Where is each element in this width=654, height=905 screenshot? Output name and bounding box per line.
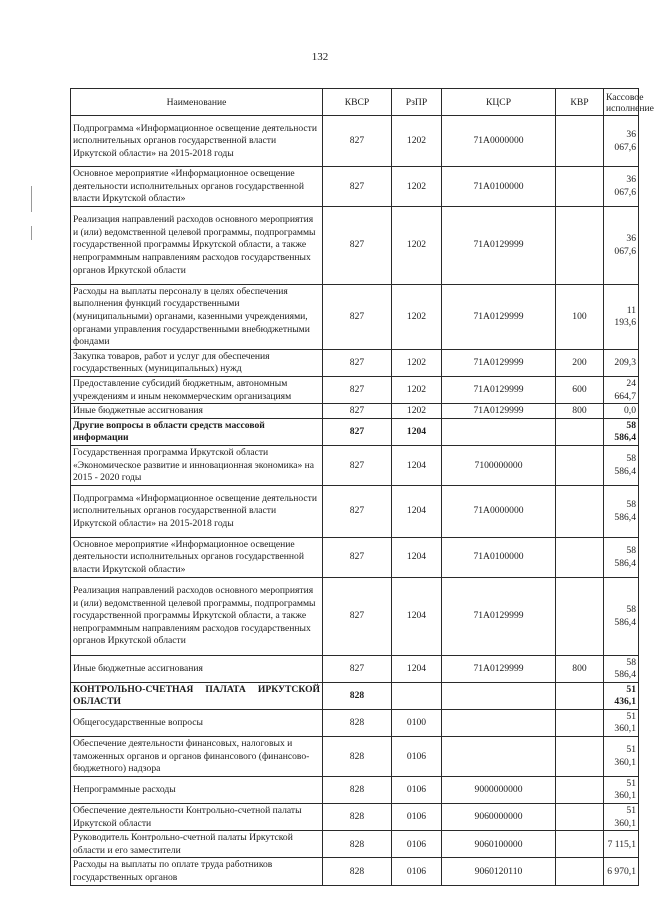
row-kvr: 800 bbox=[556, 655, 604, 682]
table-row bbox=[71, 349, 639, 376]
row-name: Иные бюджетные ассигнования bbox=[71, 404, 323, 419]
row-name: Основное мероприятие «Информационное освещение деятельности исполнительных органов государственной власти Иркутской области» bbox=[71, 167, 323, 207]
row-kvr bbox=[556, 709, 604, 736]
row-kvsr: 828 bbox=[323, 709, 392, 736]
row-amount: 58 586,4 bbox=[604, 537, 639, 577]
row-name: Общегосударственные вопросы bbox=[71, 709, 323, 736]
row-name: Обеспечение деятельности финансовых, налоговых и таможенных органов и органов финансового (финансово-бюджетного) надзора bbox=[71, 737, 323, 777]
table-row bbox=[71, 485, 639, 537]
table-row bbox=[71, 858, 639, 885]
table-row bbox=[71, 804, 639, 831]
row-rzpr: 1204 bbox=[392, 445, 442, 485]
row-kcsr: 9060000000 bbox=[442, 804, 556, 831]
budget-execution-table bbox=[70, 88, 654, 886]
row-kcsr: 71А0129999 bbox=[442, 349, 556, 376]
row-kcsr: 71А0000000 bbox=[442, 485, 556, 537]
row-kvsr: 827 bbox=[323, 349, 392, 376]
table-row bbox=[71, 404, 639, 419]
row-kvr bbox=[556, 485, 604, 537]
row-name: Расходы на выплаты по оплате труда работников государственных органов bbox=[71, 858, 323, 885]
row-kvr: 200 bbox=[556, 349, 604, 376]
row-kvr bbox=[556, 167, 604, 207]
row-amount: 209,3 bbox=[604, 349, 639, 376]
row-name: Иные бюджетные ассигнования bbox=[71, 655, 323, 682]
row-kcsr: 71А0100000 bbox=[442, 167, 556, 207]
row-rzpr: 1204 bbox=[392, 577, 442, 655]
row-kvsr: 828 bbox=[323, 682, 392, 709]
row-kvsr: 828 bbox=[323, 776, 392, 803]
row-kcsr: 9060100000 bbox=[442, 831, 556, 858]
scan-edge-mark bbox=[31, 226, 32, 240]
row-kcsr bbox=[442, 737, 556, 777]
row-kvsr: 827 bbox=[323, 418, 392, 445]
header-name: Наименование bbox=[71, 89, 323, 116]
header-kvr: КВР bbox=[556, 89, 604, 116]
row-amount: 0,0 bbox=[604, 404, 639, 419]
row-kvsr: 827 bbox=[323, 404, 392, 419]
row-rzpr: 1202 bbox=[392, 404, 442, 419]
row-name: Реализация направлений расходов основного мероприятия и (или) ведомственной целевой программы, подпрограммы государственной программы Иркутской области, а также непрограммным направлениям расходов государственных органов Иркутской области bbox=[71, 206, 323, 284]
row-amount: 36 067,6 bbox=[604, 206, 639, 284]
row-kvsr: 827 bbox=[323, 655, 392, 682]
row-name: Непрограммные расходы bbox=[71, 776, 323, 803]
row-kvsr: 828 bbox=[323, 831, 392, 858]
row-kcsr: 71А0129999 bbox=[442, 577, 556, 655]
row-name: Закупка товаров, работ и услуг для обеспечения государственных (муниципальных) нужд bbox=[71, 349, 323, 376]
row-name: Подпрограмма «Информационное освещение деятельности исполнительных органов государственной власти Иркутской области» на 2015-2018 годы bbox=[71, 116, 323, 167]
row-name: Обеспечение деятельности Контрольно-счетной палаты Иркутской области bbox=[71, 804, 323, 831]
row-amount: 58 586,4 bbox=[604, 655, 639, 682]
row-kvr: 600 bbox=[556, 376, 604, 403]
header-amount: Кассовое исполнение bbox=[604, 89, 639, 116]
row-kvr bbox=[556, 206, 604, 284]
row-kvr bbox=[556, 537, 604, 577]
row-rzpr: 0106 bbox=[392, 858, 442, 885]
table-row bbox=[71, 167, 639, 207]
row-kvsr: 828 bbox=[323, 804, 392, 831]
row-name: Реализация направлений расходов основного мероприятия и (или) ведомственной целевой программы, подпрограммы государственной программы Иркутской области, а также непрограммным направлениям расходов государственных органов Иркутской области bbox=[71, 577, 323, 655]
row-rzpr: 0106 bbox=[392, 776, 442, 803]
row-kcsr: 71А0129999 bbox=[442, 404, 556, 419]
page-number: 132 bbox=[311, 51, 329, 63]
row-name: Другие вопросы в области средств массовой информации bbox=[71, 418, 323, 445]
row-rzpr: 1202 bbox=[392, 167, 442, 207]
row-amount: 58 586,4 bbox=[604, 418, 639, 445]
row-kvsr: 828 bbox=[323, 858, 392, 885]
row-rzpr: 1202 bbox=[392, 284, 442, 349]
row-amount: 58 586,4 bbox=[604, 485, 639, 537]
row-name: Подпрограмма «Информационное освещение деятельности исполнительных органов государственной власти Иркутской области» на 2015-2018 годы bbox=[71, 485, 323, 537]
header-kcsr: КЦСР bbox=[442, 89, 556, 116]
row-kvr bbox=[556, 577, 604, 655]
row-kvsr: 827 bbox=[323, 485, 392, 537]
row-kvsr: 827 bbox=[323, 445, 392, 485]
row-kcsr: 71А0129999 bbox=[442, 206, 556, 284]
row-kvr bbox=[556, 682, 604, 709]
row-kcsr: 71А0129999 bbox=[442, 655, 556, 682]
row-amount: 51 360,1 bbox=[604, 737, 639, 777]
table-row bbox=[71, 577, 639, 655]
table-row bbox=[71, 376, 639, 403]
table-row bbox=[71, 284, 639, 349]
row-kvsr: 827 bbox=[323, 537, 392, 577]
row-name: КОНТРОЛЬНО-СЧЕТНАЯ ПАЛАТА ИРКУТСКОЙ ОБЛАСТИ bbox=[71, 682, 323, 709]
table-header-row bbox=[71, 89, 639, 116]
row-amount: 51 360,1 bbox=[604, 776, 639, 803]
row-rzpr bbox=[392, 682, 442, 709]
table-row bbox=[71, 682, 639, 709]
row-kcsr: 71А0129999 bbox=[442, 376, 556, 403]
table-row bbox=[71, 655, 639, 682]
row-rzpr: 0100 bbox=[392, 709, 442, 736]
row-kvsr: 827 bbox=[323, 284, 392, 349]
row-kvsr: 827 bbox=[323, 116, 392, 167]
row-kvr bbox=[556, 858, 604, 885]
row-amount: 51 436,1 bbox=[604, 682, 639, 709]
row-name: Основное мероприятие «Информационное освещение деятельности исполнительных органов государственной власти Иркутской области» bbox=[71, 537, 323, 577]
row-amount: 7 115,1 bbox=[604, 831, 639, 858]
row-kcsr bbox=[442, 418, 556, 445]
row-amount: 11 193,6 bbox=[604, 284, 639, 349]
row-rzpr: 1204 bbox=[392, 537, 442, 577]
header-kvsr: КВСР bbox=[323, 89, 392, 116]
row-rzpr: 0106 bbox=[392, 831, 442, 858]
row-rzpr: 1202 bbox=[392, 376, 442, 403]
row-rzpr: 0106 bbox=[392, 737, 442, 777]
row-amount: 24 664,7 bbox=[604, 376, 639, 403]
row-name: Предоставление субсидий бюджетным, автономным учреждениям и иным некоммерческим организациям bbox=[71, 376, 323, 403]
row-kcsr bbox=[442, 709, 556, 736]
row-name: Руководитель Контрольно-счетной палаты Иркутской области и его заместители bbox=[71, 831, 323, 858]
table-row bbox=[71, 737, 639, 777]
table-row bbox=[71, 445, 639, 485]
row-kvsr: 827 bbox=[323, 206, 392, 284]
row-rzpr: 1202 bbox=[392, 206, 442, 284]
scan-edge-mark bbox=[31, 186, 32, 212]
row-kvr bbox=[556, 445, 604, 485]
table-row bbox=[71, 537, 639, 577]
row-kvsr: 827 bbox=[323, 577, 392, 655]
row-rzpr: 1202 bbox=[392, 116, 442, 167]
table-row bbox=[71, 116, 639, 167]
row-kvr bbox=[556, 776, 604, 803]
row-kcsr bbox=[442, 682, 556, 709]
row-rzpr: 0106 bbox=[392, 804, 442, 831]
row-amount: 51 360,1 bbox=[604, 804, 639, 831]
row-kcsr: 9060120110 bbox=[442, 858, 556, 885]
row-name: Расходы на выплаты персоналу в целях обеспечения выполнения функций государственными (муниципальными) органами, казенными учреждениями, органами управления государственными внебюджетными фондами bbox=[71, 284, 323, 349]
row-rzpr: 1204 bbox=[392, 418, 442, 445]
row-amount: 51 360,1 bbox=[604, 709, 639, 736]
table-row bbox=[71, 709, 639, 736]
row-amount: 36 067,6 bbox=[604, 116, 639, 167]
row-kvr: 800 bbox=[556, 404, 604, 419]
row-rzpr: 1202 bbox=[392, 349, 442, 376]
row-kvr bbox=[556, 116, 604, 167]
table-row bbox=[71, 831, 639, 858]
row-amount: 58 586,4 bbox=[604, 445, 639, 485]
table-row bbox=[71, 206, 639, 284]
row-rzpr: 1204 bbox=[392, 485, 442, 537]
row-kcsr: 71А0100000 bbox=[442, 537, 556, 577]
row-kvsr: 827 bbox=[323, 376, 392, 403]
row-amount: 36 067,6 bbox=[604, 167, 639, 207]
row-kvr bbox=[556, 737, 604, 777]
table-row bbox=[71, 418, 639, 445]
row-kvsr: 828 bbox=[323, 737, 392, 777]
row-kcsr: 7100000000 bbox=[442, 445, 556, 485]
row-rzpr: 1204 bbox=[392, 655, 442, 682]
row-kcsr: 9000000000 bbox=[442, 776, 556, 803]
row-amount: 58 586,4 bbox=[604, 577, 639, 655]
row-name: Государственная программа Иркутской области «Экономическое развитие и инновационная экономика» на 2015 - 2020 годы bbox=[71, 445, 323, 485]
row-kvsr: 827 bbox=[323, 167, 392, 207]
row-kvr bbox=[556, 831, 604, 858]
row-kvr: 100 bbox=[556, 284, 604, 349]
header-rzpr: РзПР bbox=[392, 89, 442, 116]
row-amount: 6 970,1 bbox=[604, 858, 639, 885]
table-row bbox=[71, 776, 639, 803]
row-kcsr: 71А0129999 bbox=[442, 284, 556, 349]
row-kcsr: 71А0000000 bbox=[442, 116, 556, 167]
row-kvr bbox=[556, 418, 604, 445]
row-kvr bbox=[556, 804, 604, 831]
